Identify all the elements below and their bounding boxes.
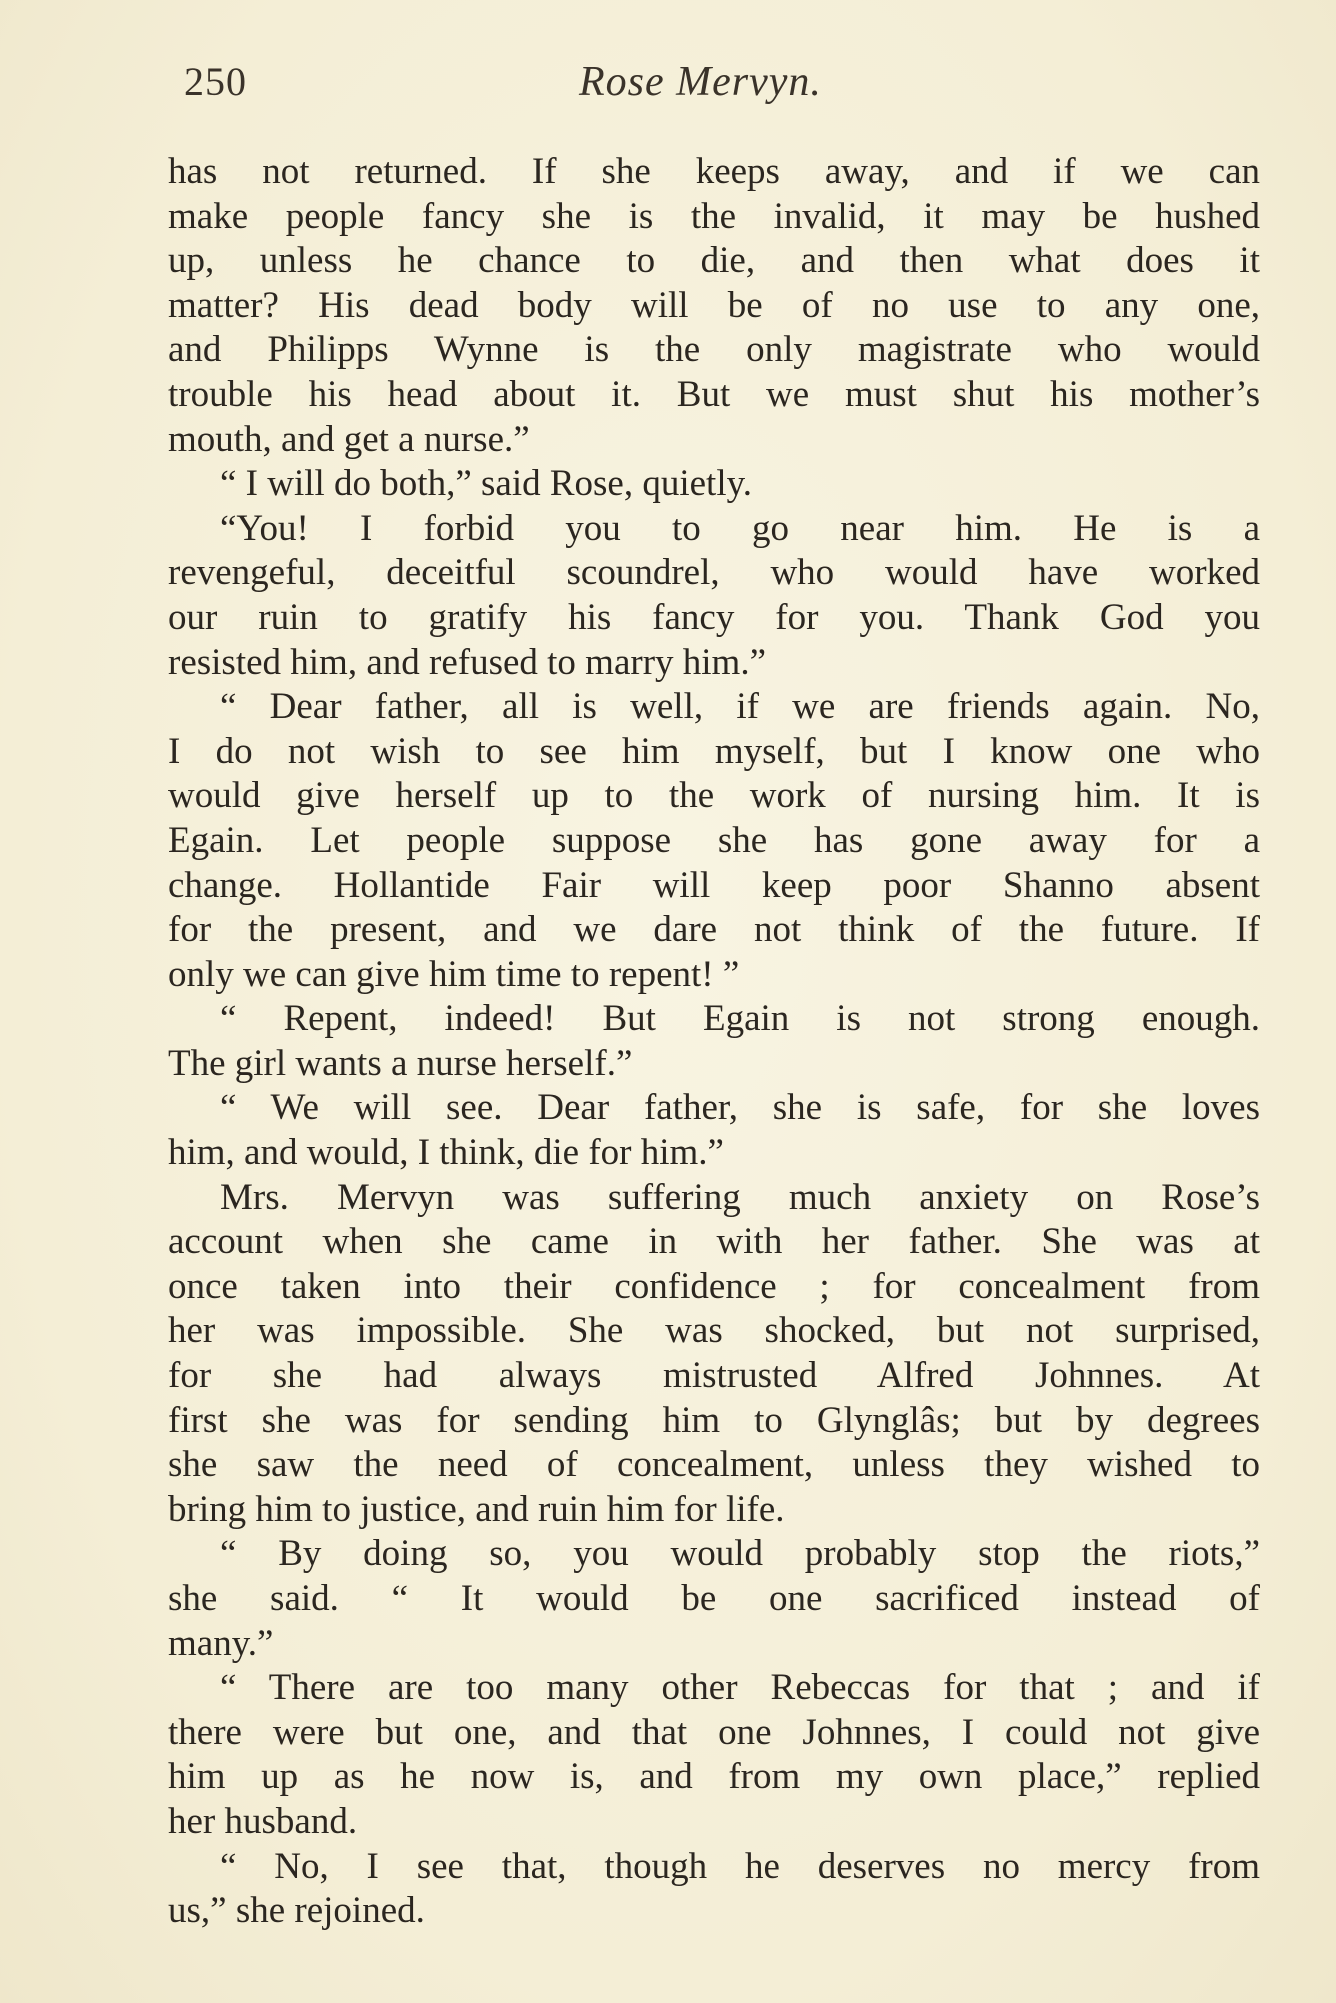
text-line: and Philipps Wynne is the only magistrate who would: [168, 329, 1260, 371]
text-line: up, unless he chance to die, and then what does it: [168, 240, 1260, 282]
text-line: us,” she rejoined.: [168, 1890, 425, 1932]
text-line: our ruin to gratify his fancy for you. Thank God you: [168, 596, 1260, 638]
text-line: “ I will do both,” said Rose, quietly.: [220, 463, 752, 505]
text-line: she saw the need of concealment, unless they wished to: [168, 1444, 1260, 1486]
text-line: bring him to justice, and ruin him for life.: [168, 1488, 785, 1530]
text-line: “ No, I see that, though he deserves no mercy from: [220, 1845, 1260, 1887]
text-line: him up as he now is, and from my own place,” replied: [168, 1756, 1260, 1798]
text-line: I do not wish to see him myself, but I know one who: [168, 730, 1260, 772]
text-line: account when she came in with her father. She was at: [168, 1221, 1260, 1263]
text-line: “ We will see. Dear father, she is safe, for she loves: [220, 1087, 1260, 1129]
text-line: Mrs. Mervyn was suffering much anxiety on Rose’s: [220, 1176, 1260, 1218]
text-line: only we can give him time to repent! ”: [168, 953, 740, 995]
running-title: Rose Mervyn.: [579, 59, 822, 105]
text-line: matter? His dead body will be of no use to any one,: [168, 284, 1260, 326]
text-line: there were but one, and that one Johnnes, I could not give: [168, 1711, 1260, 1753]
text-line: him, and would, I think, die for him.”: [168, 1132, 724, 1174]
text-line: has not returned. If she keeps away, and if we can: [168, 151, 1260, 192]
text-line: “ Repent, indeed! But Egain is not strong enough.: [220, 998, 1260, 1040]
text-line: resisted him, and refused to marry him.”: [168, 641, 766, 683]
text-line: “You! I forbid you to go near him. He is a: [220, 507, 1260, 549]
text-line: for the present, and we dare not think of the future. If: [168, 909, 1260, 951]
text-line: trouble his head about it. But we must shut his mother’s: [168, 373, 1260, 415]
text-line: “ Dear father, all is well, if we are friends again. No,: [220, 686, 1260, 728]
text-line: many.”: [168, 1622, 274, 1664]
text-line: her husband.: [168, 1800, 358, 1842]
text-line: Egain. Let people suppose she has gone away for a: [168, 819, 1260, 861]
body-text: [168, 150, 1260, 1934]
text-line: “ By doing so, you would probably stop the riots,”: [220, 1533, 1260, 1575]
text-line: first she was for sending him to Glynglâs; but by degrees: [168, 1399, 1260, 1441]
text-line: for she had always mistrusted Alfred Johnnes. At: [168, 1355, 1260, 1397]
page-number: 250: [184, 59, 247, 104]
text-line: her was impossible. She was shocked, but not surprised,: [168, 1310, 1260, 1352]
text-line: once taken into their confidence ; for concealment from: [168, 1265, 1260, 1307]
text-line: mouth, and get a nurse.”: [168, 418, 530, 460]
text-line: change. Hollantide Fair will keep poor Shanno absent: [168, 864, 1260, 906]
text-line: she said. “ It would be one sacrificed instead of: [168, 1578, 1260, 1619]
text-line: “ There are too many other Rebeccas for that ; and if: [220, 1667, 1260, 1709]
text-line: would give herself up to the work of nursing him. It is: [168, 775, 1260, 817]
running-head: [184, 58, 1244, 118]
text-line: The girl wants a nurse herself.”: [168, 1042, 633, 1084]
text-line: make people fancy she is the invalid, it may be hushed: [168, 195, 1260, 237]
text-line: revengeful, deceitful scoundrel, who would have worked: [168, 552, 1260, 594]
